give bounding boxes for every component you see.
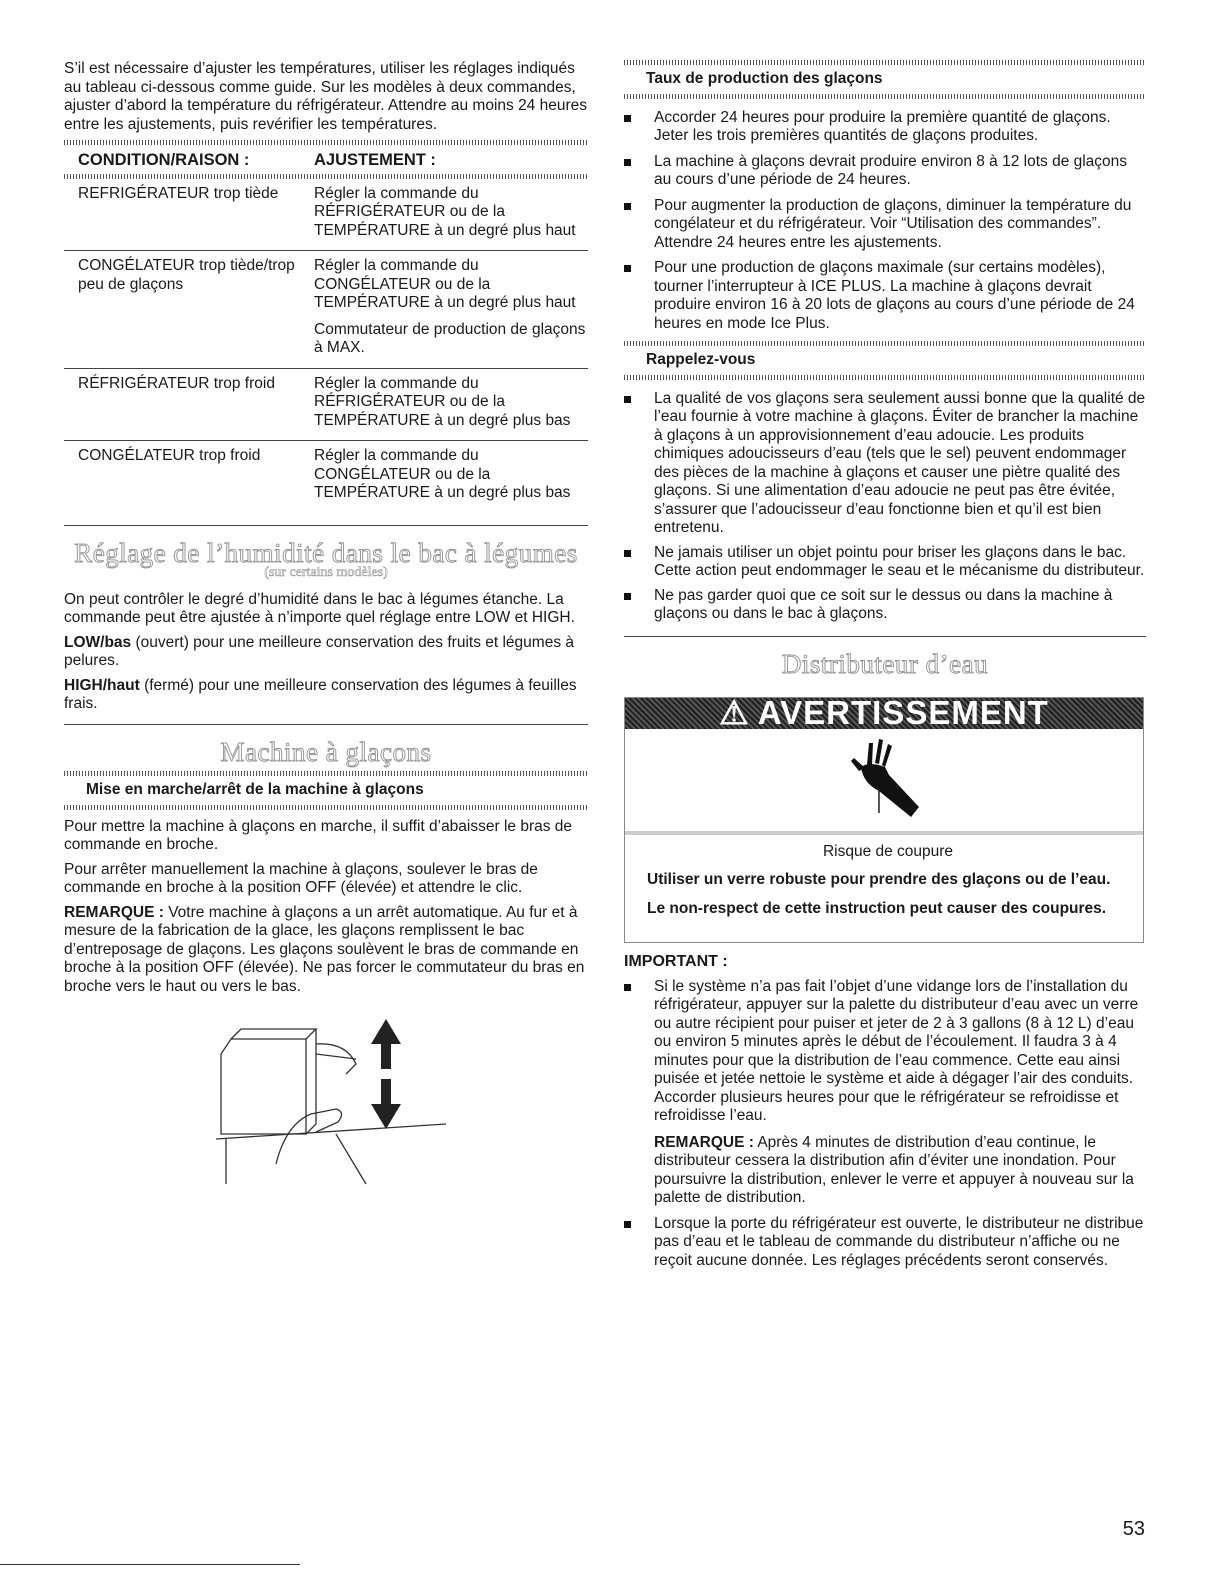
note-label: REMARQUE : xyxy=(654,1133,754,1151)
list-item: Pour augmenter la production de glaçons, diminuer la température du congélateur et du réfrigérateur. Voir “Utilisation des commandes”. Attendre 24 heures entre les ajustements. xyxy=(624,197,1146,253)
list-item: La qualité de vos glaçons sera seulement aussi bonne que la qualité de l’eau fournie à votre machine à glaçons. Éviter de brancher la machine à glaçons à un approvisionnement d’eau adoucie. Les produits chimiques adoucisseurs d’eau (tels que le sel) peuvent endommager des pièces de la machine à glaçons et causer une piètre qualité des glaçons. Si une alimentation d’eau adoucie ne peut pas être évitée, s’assurer que l’adoucisseur d’eau fonctionne bien et qu’il est bien entretenu. xyxy=(624,390,1146,538)
page-number: 53 xyxy=(1122,1518,1145,1540)
adjust-text: Régler la commande du RÉFRIGÉRATEUR ou de la TEMPÉRATURE à un degré plus bas xyxy=(314,374,571,429)
risk-label: Risque de coupure xyxy=(822,842,954,860)
divider xyxy=(64,140,588,145)
ice-paragraph-1: Pour mettre la machine à glaçons en marche, il suffit d’abaisser le bras de commande en broche. xyxy=(64,817,573,853)
condition-cell: CONGÉLATEUR trop froid xyxy=(78,447,261,464)
warning-banner-text: AVERTISSEMENT xyxy=(757,694,1049,731)
adjust-cell xyxy=(314,185,588,241)
high-label: HIGH/haut xyxy=(64,676,140,694)
warning-triangle-icon: ⚠ xyxy=(719,694,750,731)
cut-hazard-hand-icon xyxy=(839,735,929,825)
intro-paragraph: S’il est nécessaire d’ajuster les températures, utiliser les réglages indiqués au tableau ci-dessous comme guide. Sur les modèles à deux commandes, ajuster d’abord la température du réfrigérateur. Attendre au moins 24 heures entre les ajustements, puis revérifier les températures. xyxy=(64,60,588,133)
divider xyxy=(624,94,1146,99)
divider xyxy=(624,636,1146,637)
warning-banner xyxy=(625,694,1143,731)
list-item: Lorsque la porte du réfrigérateur est ouverte, le distributeur ne distribue pas d’eau et le tableau de commande du distributeur n’affiche ou ne reçoit aucune donnée. Les réglages précédents seront conservés. xyxy=(624,1215,1146,1271)
table-row xyxy=(64,441,588,525)
ice-maker-illustration xyxy=(216,1014,588,1200)
warning-icon-area xyxy=(625,729,1143,835)
adjust-cell xyxy=(314,447,588,503)
left-column xyxy=(64,60,588,1200)
ice-note xyxy=(64,904,588,997)
right-column xyxy=(624,60,1146,1277)
table-row xyxy=(64,369,588,442)
table-row xyxy=(64,251,588,369)
warning-line-2: Le non-respect de cette instruction peut causer des coupures. xyxy=(647,899,1107,917)
condition-cell: REFRIGÉRATEUR trop tiède xyxy=(78,184,279,202)
humidity-high xyxy=(64,677,588,714)
humidity-low xyxy=(64,634,588,671)
list-item: Ne jamais utiliser un objet pointu pour briser les glaçons dans le bac. Cette action peut endommager le seau et le mécanisme du distributeur. xyxy=(624,544,1146,581)
divider xyxy=(64,525,588,526)
adjust-text: Régler la commande du CONGÉLATEUR ou de la TEMPÉRATURE à un degré plus bas xyxy=(314,447,571,501)
temperature-table xyxy=(64,149,588,525)
humidity-subtitle: (sur certains modèles) xyxy=(264,565,388,580)
rate-list xyxy=(624,109,1146,334)
list-item: Ne pas garder quoi que ce soit sur le dessus ou dans la machine à glaçons ou dans le bac à glaçons. xyxy=(624,587,1146,624)
important-label: IMPORTANT : xyxy=(624,953,728,970)
high-text: (fermé) pour une meilleure conservation des légumes à feuilles frais. xyxy=(64,676,577,712)
important-bullet-1: Si le système n’a pas fait l’objet d’une vidange lors de l’installation du réfrigérateur, appuyer sur la palette du distributeur d’eau avec un verre ou autre récipient pour puiser et jeter de 2 à 3 gallons (8 à 12 L) d’eau ou environ 5 minutes après le début de l’écoulement. Il faudra 3 à 4 minutes pour que la distribution de l’eau commence. Cette eau ainsi puisée et jetée nettoie le système et aide à dégager l’air des conduits. Accorder plusieurs heures pour que le réfrigérateur se refroidisse et refroidisse l’eau. xyxy=(654,977,1139,1124)
list-item xyxy=(624,978,1146,1208)
remember-heading: Rappelez-vous xyxy=(646,351,756,368)
ice-maker-arm-drawing xyxy=(216,1014,446,1194)
list-item: La machine à glaçons devrait produire environ 8 à 12 lots de glaçons au cours d’une période de 24 heures. xyxy=(624,153,1146,190)
note-text: Après 4 minutes de distribution d’eau continue, le distributeur cessera la distribution afin d’éviter une inondation. Pour poursuivre la distribution, enlever le verre et appuyer à nouveau sur la palette de distribution. xyxy=(654,1133,1134,1206)
table-row xyxy=(64,179,588,252)
adjust-extra: Commutateur de production de glaçons à MAX. xyxy=(314,320,586,356)
list-item: Accorder 24 heures pour produire la première quantité de glaçons. Jeter les trois premières quantités de glaçons produites. xyxy=(624,109,1146,146)
adjust-cell xyxy=(314,257,588,358)
table-header xyxy=(64,149,588,174)
warning-line-1: Utiliser un verre robuste pour prendre des glaçons ou de l’eau. xyxy=(647,871,1111,888)
ice-paragraph-2: Pour arrêter manuellement la machine à glaçons, soulever le bras de commande en broche à la position OFF (élevée) et attendre le clic. xyxy=(64,860,538,896)
dispenser-note xyxy=(654,1134,1146,1208)
adjust-text: Régler la commande du RÉFRIGÉRATEUR ou de la TEMPÉRATURE à un degré plus haut xyxy=(314,184,576,239)
note-text: Votre machine à glaçons a un arrêt automatique. Au fur et à mesure de la fabrication de la glace, les glaçons remplissent le bac d’entreposage de glaçons. Les glaçons soulèvent le bras de commande en broche à la position OFF (élevée). Ne pas forcer le commutateur du bras en broche vers le haut ou vers le bas. xyxy=(64,903,585,995)
divider xyxy=(64,724,588,725)
condition-cell: RÉFRIGÉRATEUR trop froid xyxy=(78,374,275,392)
divider xyxy=(624,375,1146,380)
rate-heading: Taux de production des glaçons xyxy=(646,70,883,87)
up-down-arrow-icon xyxy=(371,1019,401,1129)
warning-box xyxy=(624,694,1144,943)
header-condition: CONDITION/RAISON : xyxy=(78,151,250,169)
header-adjust: AJUSTEMENT : xyxy=(314,151,436,169)
divider xyxy=(64,805,588,810)
condition-cell: CONGÉLATEUR trop tiède/trop peu de glaçons xyxy=(78,257,295,293)
list-item: Pour une production de glaçons maximale (sur certains modèles), tourner l’interrupteur à ICE PLUS. La machine à glaçons devrait produire environ 16 à 20 lots de glaçons au cours d’une période de 24 heures en mode Ice Plus. xyxy=(624,259,1146,333)
ice-onoff-heading: Mise en marche/arrêt de la machine à glaçons xyxy=(86,781,424,798)
important-list xyxy=(624,978,1146,1271)
adjust-cell xyxy=(314,375,588,431)
note-label: REMARQUE : xyxy=(64,903,164,921)
warning-text xyxy=(625,835,1143,943)
footer-rule xyxy=(0,1564,300,1565)
adjust-text: Régler la commande du CONGÉLATEUR ou de la TEMPÉRATURE à un degré plus haut xyxy=(314,257,576,311)
dispenser-title: Distributeur d’eau xyxy=(781,648,989,679)
humidity-paragraph: On peut contrôler le degré d’humidité dans le bac à légumes étanche. La commande peut être ajustée à n’importe quel réglage entre LOW et HIGH. xyxy=(64,590,575,626)
low-label: LOW/bas xyxy=(64,633,132,651)
low-text: (ouvert) pour une meilleure conservation des fruits et légumes à pelures. xyxy=(64,633,575,669)
humidity-title: Réglage de l’humidité dans le bac à légumes xyxy=(74,537,578,568)
ice-maker-title: Machine à glaçons xyxy=(220,736,432,767)
remember-list xyxy=(624,390,1146,624)
